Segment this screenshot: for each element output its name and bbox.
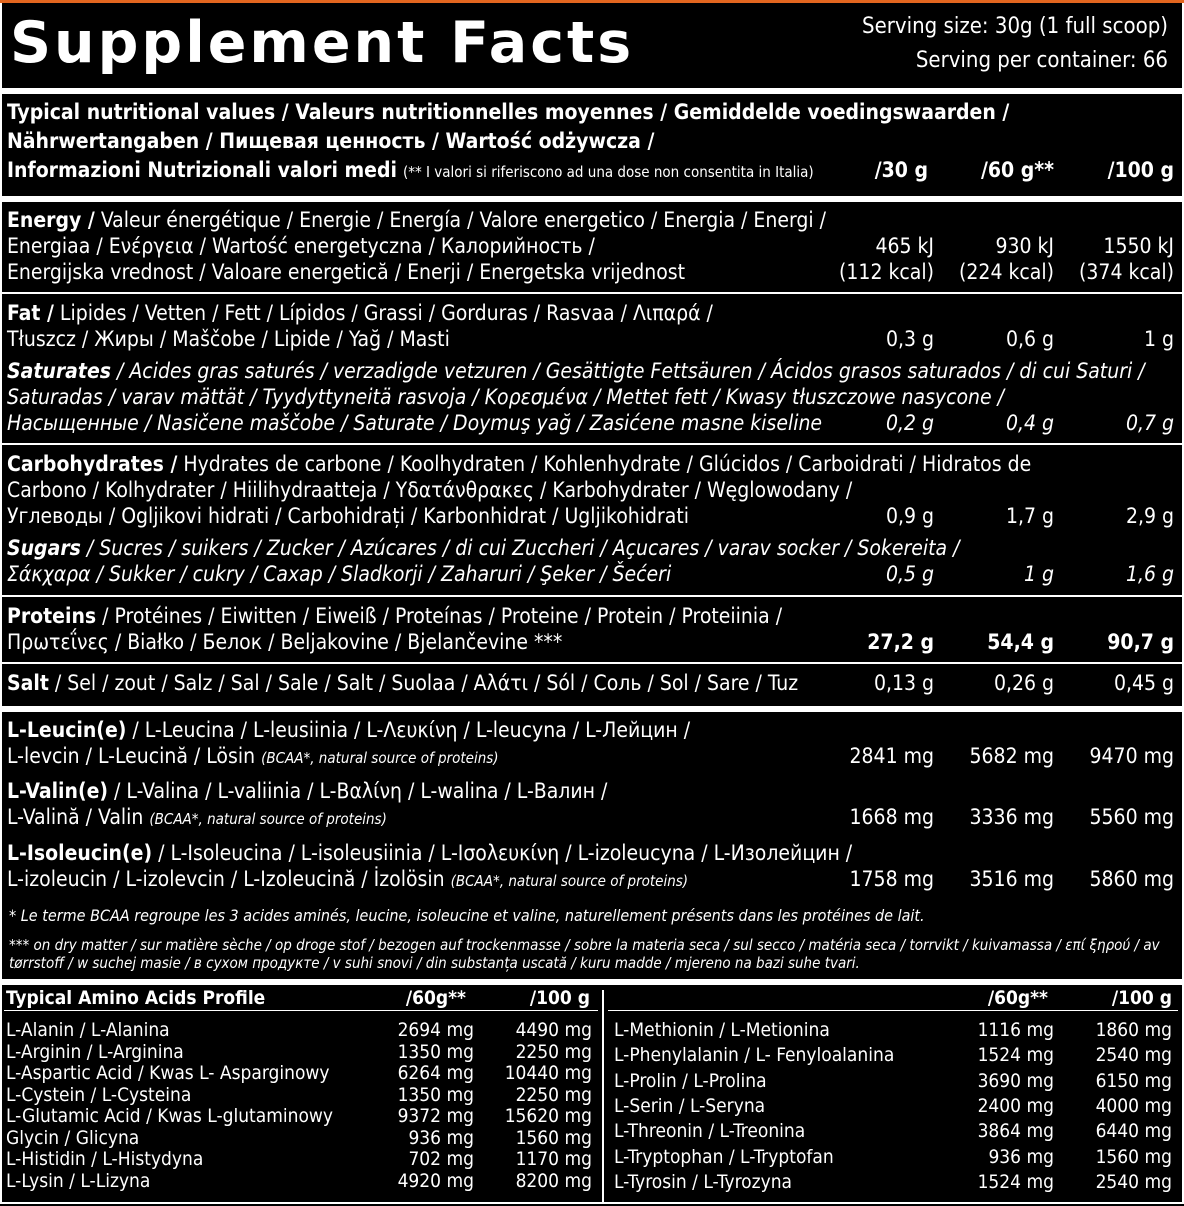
isoleucine-line-2 [7,866,688,894]
amino-value-60g: 1350 mg [397,1083,474,1106]
isoleucine-line-1 [7,840,852,866]
col-header-30g: /30 g [874,158,928,182]
amino-value-100g: 2250 mg [515,1083,592,1106]
leucine-translations: / L-Leucina / L-leusiinia / L-Λευκίνη / L-leucyna / L-Лейцин / [126,718,691,742]
amino-name: L-Alanin / L-Alanina [6,1019,170,1041]
amino-name: L-Arginin / L-Arginina [6,1040,184,1063]
energy-kcal-60g: (224 kcal) [959,260,1054,284]
leucine-100g: 9470 mg [1089,744,1174,768]
amino-value-60g: 1524 mg [977,1044,1054,1067]
amino-value-60g: 702 mg [408,1148,474,1170]
sugars-100g: 1,6 g [1125,562,1174,586]
leucine-30g: 2841 mg [849,744,934,768]
valine-translations-2: L-Valină / Valin [7,805,150,829]
amino-name: L-Lysin / L-Lizyna [6,1169,151,1192]
leucine-note: (BCAA*, natural source of proteins) [261,749,499,767]
energy-line-2: Energiaa / Ενέργεια / Wartość energetyczna / Калорийность / [7,234,595,258]
divider [0,88,1184,94]
amino-value-100g: 1170 mg [515,1148,592,1170]
fat-translations: Lipides / Vetten / Fett / Lípidos / Grassi / Gorduras / Rasvaa / Λιπαρά / [53,301,713,325]
proteins-30g: 27,2 g [867,630,934,654]
carbs-line-3: Углеводы / Ogljikovi hidrati / Carbohidrați / Karbonhidrat / Ugljikohidrati [7,504,689,528]
amino-value-60g: 3690 mg [977,1069,1054,1092]
amino-column-divider [602,990,604,1202]
isoleucine-30g: 1758 mg [849,867,934,891]
sugars-translations: / Sucres / suikers / Zucker / Azúcares / di cui Zuccheri / Açucares / varav socker / Sokereita / [80,536,960,560]
amino-name: L-Phenylalanin / L- Fenyloalanina [614,1044,895,1067]
amino-value-60g: 1524 mg [977,1170,1054,1193]
amino-value-60g: 3864 mg [977,1120,1054,1143]
saturates-30g: 0,2 g [885,411,934,435]
salt-line [7,670,798,696]
isoleucine-translations-2: L-izoleucin / L-izolevcin / L-Izoleucină / İzolösin [7,867,451,891]
salt-60g: 0,26 g [993,671,1054,695]
energy-translations: Valeur énergétique / Energie / Energía / Valore energetico / Energia / Energi / [94,208,826,232]
amino-name: L-Cystein / L-Cysteina [6,1083,192,1106]
amino-value-100g: 4000 mg [1095,1094,1172,1117]
energy-kcal-100g: (374 kcal) [1079,260,1174,284]
carbs-100g: 2,9 g [1125,504,1174,528]
fat-60g: 0,6 g [1005,327,1054,351]
proteins-line-1 [7,603,782,629]
amino-value-100g: 10440 mg [504,1062,592,1084]
servings-per-container: Serving per container: 66 [915,48,1168,73]
sugars-30g: 0,5 g [885,562,934,586]
saturates-line-3: Насыщенные / Nasičene maščobe / Saturate / Doymuş yağ / Zasićene masne kiseline [7,411,823,435]
leucine-translations-2: L-levcin / L-Leucină / Lösin [7,744,262,768]
valine-line-1 [7,778,607,804]
carbs-line-1 [7,451,1031,477]
amino-value-100g: 2540 mg [1095,1170,1172,1193]
divider [0,662,1184,664]
saturates-100g: 0,7 g [1125,411,1174,435]
energy-label: Energy / [7,208,95,232]
divider [0,196,1184,202]
amino-left-col-100g: /100 g [529,987,590,1009]
proteins-100g: 90,7 g [1107,630,1174,654]
proteins-60g: 54,4 g [987,630,1054,654]
leucine-line-1 [7,717,690,743]
isoleucine-label: L-Isoleucin(e) [7,841,153,865]
sugars-label: Sugars [7,536,81,560]
header-line-2: Nährwertangaben / Пищевая ценность / Wartość odżywcza / [7,129,655,153]
header-line-3 [7,157,814,185]
amino-value-100g: 4490 mg [515,1019,592,1041]
valine-line-2 [7,804,387,832]
fat-line-2: Tłuszcz / Жиры / Maščobe / Lipide / Yağ / Masti [7,327,450,351]
saturates-label: Saturates [7,359,112,383]
col-header-60g: /60 g** [980,158,1054,182]
footnote-dry-matter-2: tørrstoff / w suchej masie / в сухом продукте / v suhi snovi / din substanța uscată / kuru madde / mjereno na bazi suhe tvari. [9,954,860,972]
amino-value-100g: 1860 mg [1095,1019,1172,1041]
amino-right-col-100g: /100 g [1111,987,1172,1009]
leucine-line-2 [7,743,499,771]
valine-60g: 3336 mg [969,805,1054,829]
header-line-1: Typical nutritional values / Valeurs nutritionnelles moyennes / Gemiddelde voedingswaarden / [7,100,1010,124]
carbs-30g: 0,9 g [885,504,934,528]
isoleucine-60g: 3516 mg [969,867,1054,891]
isoleucine-translations: / L-Isoleucina / L-isoleusiinia / L-Ισολευκίνη / L-izoleucyna / L-Изолейцин / [152,841,853,865]
footnote-dry-matter-1: *** on dry matter / sur matière sèche / op droge stof / bezogen auf trockenmasse / sobre la materia seca / sul secco / matéria seca / torrvikt / kuivamassa / επί ξηρού / av [9,936,1160,954]
carbs-line-2: Carbono / Kolhydrater / Hiilihydraatteja / Υδατάνθρακες / Karbohydrater / Węglowodany / [7,478,853,502]
saturates-line-1 [7,358,1145,384]
amino-value-60g: 936 mg [408,1126,474,1149]
isoleucine-100g: 5860 mg [1089,867,1174,891]
amino-name: L-Histidin / L-Histydyna [6,1148,204,1170]
header-line-3-label: Informazioni Nutrizionali valori medi [7,158,397,182]
amino-value-100g: 6440 mg [1095,1120,1172,1143]
amino-value-60g: 936 mg [988,1145,1054,1168]
amino-name: L-Aspartic Acid / Kwas L- Asparginowy [6,1062,330,1084]
valine-30g: 1668 mg [849,805,934,829]
valine-translations: / L-Valina / L-valiinia / L-Βαλίνη / L-walina / L-Валин / [108,779,608,803]
amino-value-100g: 2540 mg [1095,1044,1172,1067]
proteins-label: Proteins [7,604,97,628]
amino-name: L-Glutamic Acid / Kwas L-glutaminowy [6,1105,334,1127]
salt-30g: 0,13 g [873,671,934,695]
energy-kj-60g: 930 kJ [995,234,1054,258]
sugars-line-1 [7,535,959,561]
amino-value-60g: 2400 mg [977,1094,1054,1117]
amino-value-60g: 1350 mg [397,1040,474,1063]
energy-kj-100g: 1550 kJ [1103,234,1174,258]
isoleucine-note: (BCAA*, natural source of proteins) [450,872,689,890]
saturates-translations: / Acides gras saturés / verzadigde vetzuren / Gesättigte Fettsäuren / Ácidos grasos saturados / di cui Saturi / [111,359,1145,383]
salt-100g: 0,45 g [1113,671,1174,695]
fat-label: Fat / [7,301,54,325]
amino-name: L-Methionin / L-Metionina [614,1019,830,1041]
amino-name: L-Tryptophan / L-Tryptofan [614,1145,834,1168]
amino-value-100g: 1560 mg [1095,1145,1172,1168]
divider [0,443,1184,445]
amino-left-underline [4,1010,598,1011]
amino-value-60g: 1116 mg [977,1019,1054,1041]
amino-value-100g: 8200 mg [515,1169,592,1192]
amino-value-100g: 15620 mg [504,1105,592,1127]
salt-translations: / Sel / zout / Salz / Sal / Sale / Salt / Suolaa / Αλάτι / Sól / Соль / Sol / Sare / Tuz [48,671,799,695]
energy-line-1 [7,207,826,233]
salt-label: Salt [7,671,49,695]
header-note: (** I valori si riferiscono ad una dose non consentita in Italia) [403,163,814,181]
amino-left-col-60g: /60g** [405,987,466,1009]
col-header-100g: /100 g [1107,158,1174,182]
leucine-label: L-Leucin(e) [7,718,127,742]
footnote-bcaa: * Le terme BCAA regroupe les 3 acides aminés, leucine, isoleucine et valine, naturellement présents dans les protéines de lait. [9,906,925,925]
amino-value-100g: 6150 mg [1095,1069,1172,1092]
leucine-60g: 5682 mg [969,744,1054,768]
amino-name: L-Serin / L-Seryna [614,1094,766,1117]
amino-value-100g: 2250 mg [515,1040,592,1063]
proteins-line-2: Πρωτεΐνες / Białko / Белок / Beljakovine / Bjelančevine *** [7,630,563,654]
energy-line-3: Energijska vrednost / Valoare energetică / Enerji / Energetska vrijednost [7,260,686,284]
valine-100g: 5560 mg [1089,805,1174,829]
fat-100g: 1 g [1143,327,1174,351]
valine-note: (BCAA*, natural source of proteins) [149,810,387,828]
serving-size: Serving size: 30g (1 full scoop) [862,14,1168,39]
energy-kj-30g: 465 kJ [875,234,934,258]
divider [0,595,1184,597]
page-title: Supplement Facts [10,10,635,76]
amino-name: L-Tyrosin / L-Tyrozyna [614,1170,793,1193]
valine-label: L-Valin(e) [7,779,109,803]
fat-line-1 [7,300,713,326]
amino-value-60g: 9372 mg [397,1105,474,1127]
amino-title: Typical Amino Acids Profile [6,987,266,1009]
amino-right-col-60g: /60g** [987,987,1048,1009]
amino-value-100g: 1560 mg [515,1126,592,1149]
divider [0,706,1184,712]
sugars-line-2: Σάκχαρα / Sukker / cukry / Сахар / Sladkorji / Zaharuri / Şeker / Šećeri [7,562,672,586]
carbs-60g: 1,7 g [1005,504,1054,528]
saturates-line-2: Saturadas / varav mättät / Tyydyttyneitä rasvoja / Κορεσμένα / Mettet fett / Kwasy tłuszczowe nasycone / [7,385,1005,409]
carbs-translations: Hydrates de carbone / Koolhydraten / Kohlenhydrate / Glúcidos / Carboidrati / Hidratos de [177,452,1032,476]
amino-right-underline [608,1010,1178,1011]
proteins-translations: / Protéines / Eiwitten / Eiweiß / Proteínas / Proteine / Protein / Proteiinia / [96,604,783,628]
divider [0,292,1184,294]
amino-name: Glycin / Glicyna [6,1126,140,1149]
sugars-60g: 1 g [1023,562,1054,586]
amino-value-60g: 4920 mg [397,1169,474,1192]
amino-value-60g: 2694 mg [397,1019,474,1041]
energy-kcal-30g: (112 kcal) [839,260,934,284]
carbs-label: Carbohydrates / [7,452,178,476]
amino-value-60g: 6264 mg [397,1062,474,1084]
fat-30g: 0,3 g [885,327,934,351]
amino-name: L-Threonin / L-Treonina [614,1120,806,1143]
amino-name: L-Prolin / L-Prolina [614,1069,767,1092]
saturates-60g: 0,4 g [1005,411,1054,435]
divider [0,979,1184,985]
